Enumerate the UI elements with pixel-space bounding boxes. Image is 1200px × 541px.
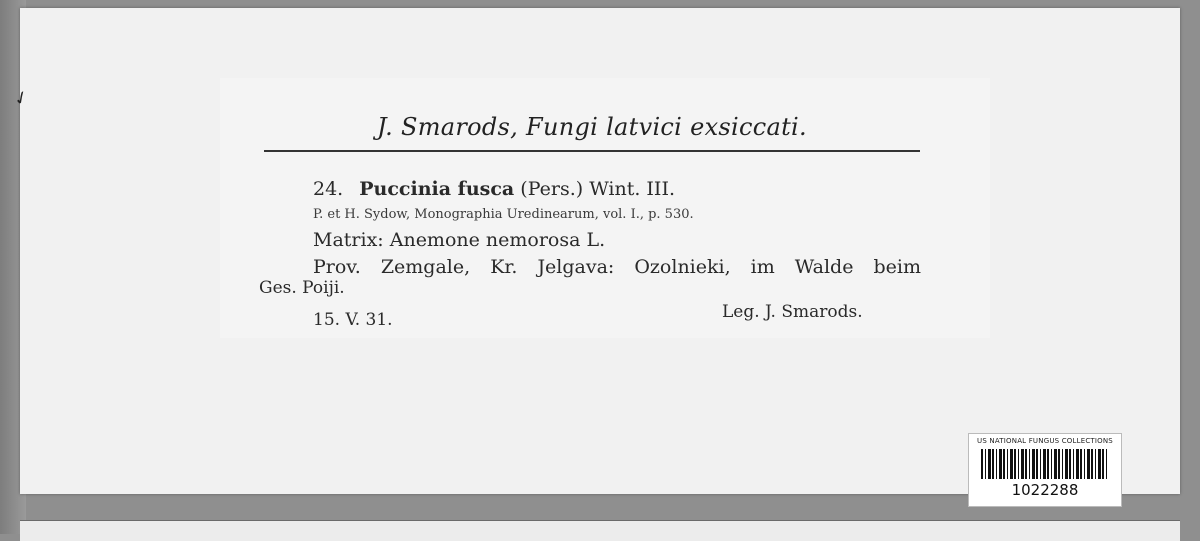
locality-line-1 (313, 256, 921, 278)
host-matrix: Matrix: Anemone nemorosa L. (313, 229, 606, 251)
locality-line-2: Ges. Poiji. (259, 278, 345, 298)
barcode-number: 1022288 (1011, 481, 1079, 499)
barcode-header: US NATIONAL FUNGUS COLLECTIONS (977, 437, 1113, 445)
collection-date: 15. V. 31. (313, 310, 393, 330)
species-authority: (Pers.) Wint. III. (520, 178, 675, 200)
specimen-number: 24. (313, 178, 344, 200)
pencil-mark: ✓ (10, 85, 33, 112)
locality-word: im (750, 256, 775, 278)
barcode-label (968, 433, 1122, 507)
barcode-icon (981, 449, 1109, 479)
locality-word: Prov. (313, 256, 361, 278)
species-line (313, 178, 675, 200)
locality-word: beim (873, 256, 921, 278)
locality-word: Walde (794, 256, 854, 278)
collector: Leg. J. Smarods. (722, 302, 863, 322)
locality-word: Ozolnieki, (634, 256, 731, 278)
exsiccata-title: J. Smarods, Fungi latvici exsiccati. (377, 113, 807, 141)
specimen-label (20, 8, 1180, 494)
locality-word: Kr. (490, 256, 518, 278)
next-label-edge (20, 520, 1180, 541)
locality-word: Zemgale, (380, 256, 471, 278)
title-rule (264, 150, 920, 152)
literature-reference: P. et H. Sydow, Monographia Uredinearum, vol. I., p. 530. (313, 207, 694, 222)
species-name: Puccinia fusca (359, 178, 515, 200)
locality-word: Jelgava: (537, 256, 615, 278)
